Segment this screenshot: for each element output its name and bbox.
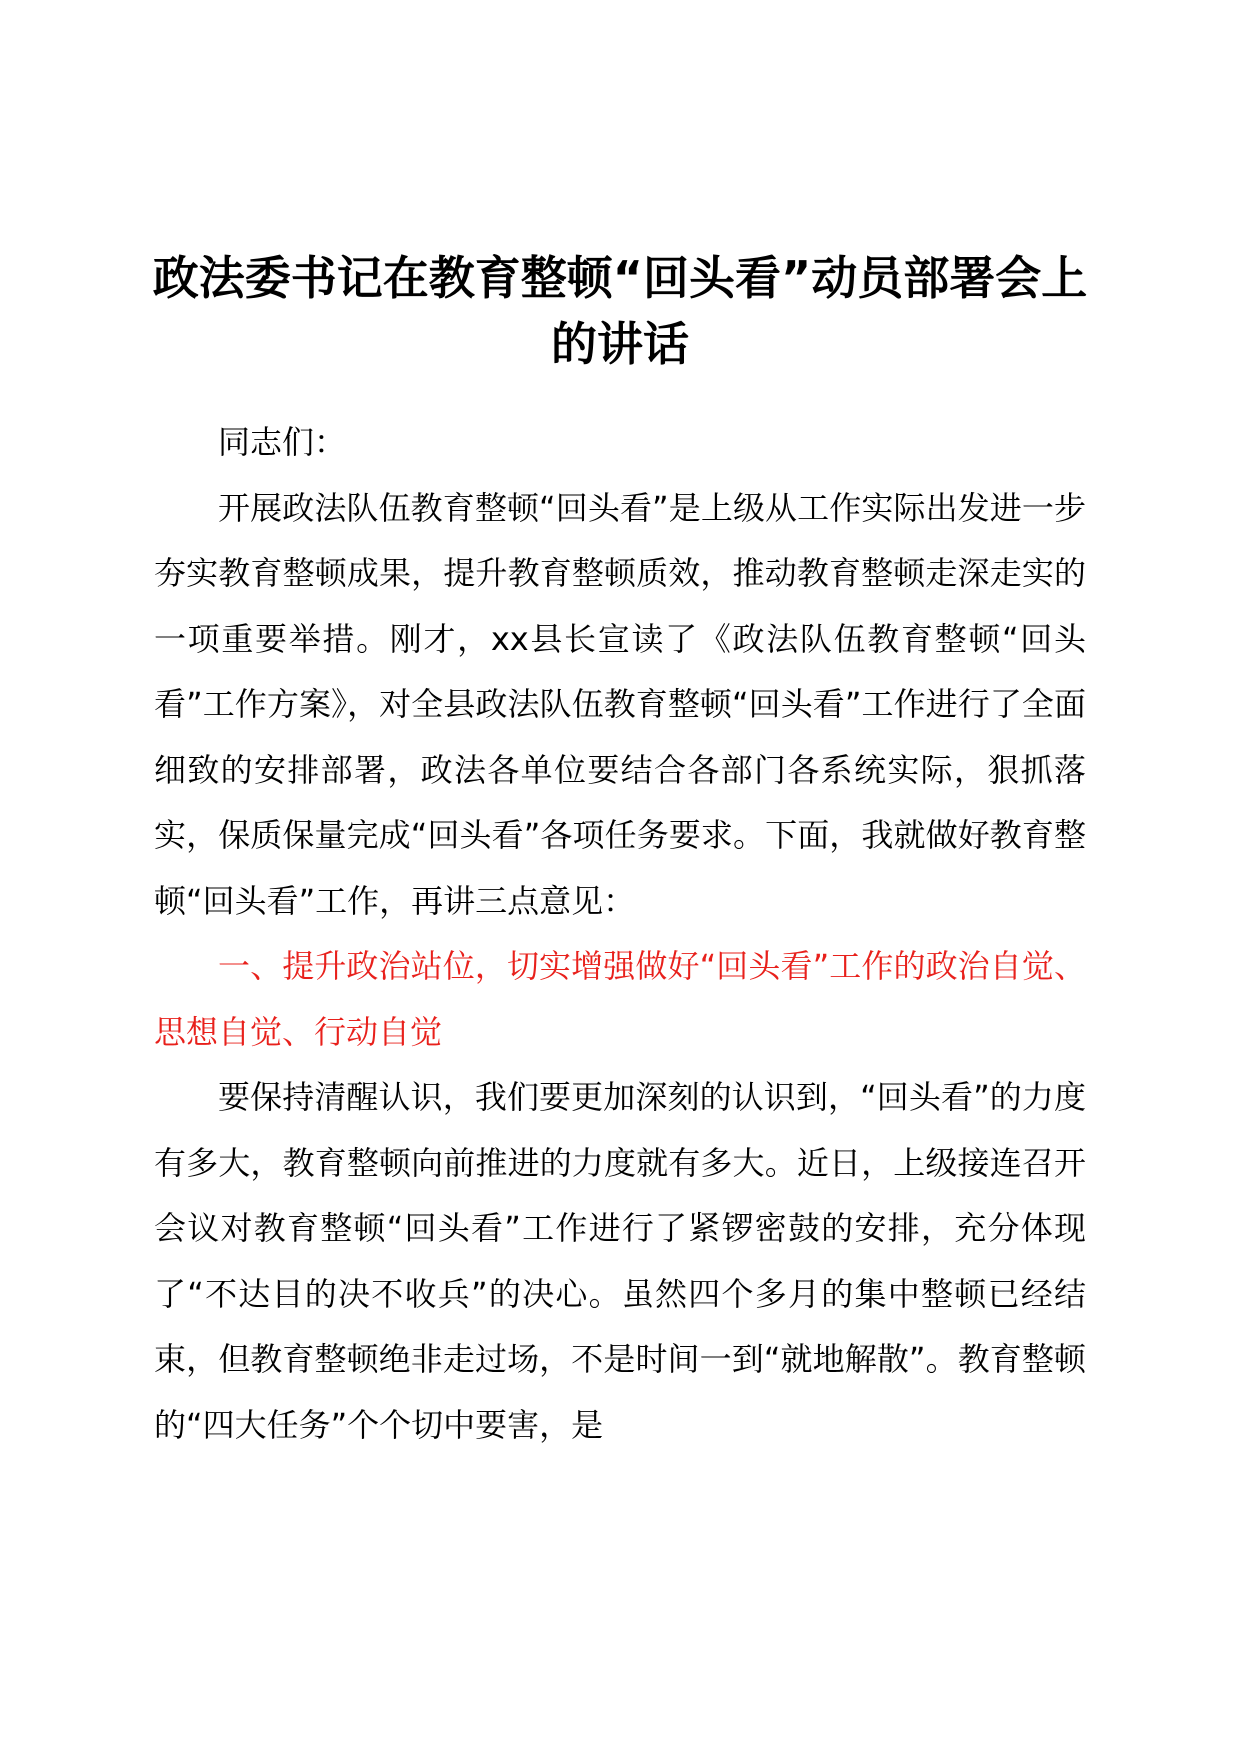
- body-paragraph: 开展政法队伍教育整顿“回头看”是上级从工作实际出发进一步夯实教育整顿成果，提升教育整顿质效，推动教育整顿走深走实的一项重要举措。刚才，xx县长宣读了《政法队伍教育整顿“回头看”工作方案》，对全县政法队伍教育整顿“回头看”工作进行了全面细致的安排部署，政法各单位要结合各部门各系统实际，狠抓落实，保质保量完成“回头看”各项任务要求。下面，我就做好教育整顿“回头看”工作，再讲三点意见：: [154, 488, 1086, 920]
- body-paragraph: 要保持清醒认识，我们要更加深刻的认识到，“回头看”的力度有多大，教育整顿向前推进的力度就有多大。近日，上级接连召开会议对教育整顿“回头看”工作进行了紧锣密鼓的安排，充分体现了“不达目的决不收兵”的决心。虽然四个多月的集中整顿已经结束，但教育整顿绝非走过场，不是时间一到“就地解散”。教育整顿的“四大任务”个个切中要害，是: [154, 1078, 1086, 1444]
- document-title: 政法委书记在教育整顿“回头看”动员部署会上的讲话: [152, 251, 1088, 371]
- salutation: 同志们：: [218, 423, 347, 461]
- section-heading: 一、提升政治站位，切实增强做好“回头看”工作的政治自觉、思想自觉、行动自觉: [154, 947, 1086, 1051]
- document-body: [154, 410, 1086, 1458]
